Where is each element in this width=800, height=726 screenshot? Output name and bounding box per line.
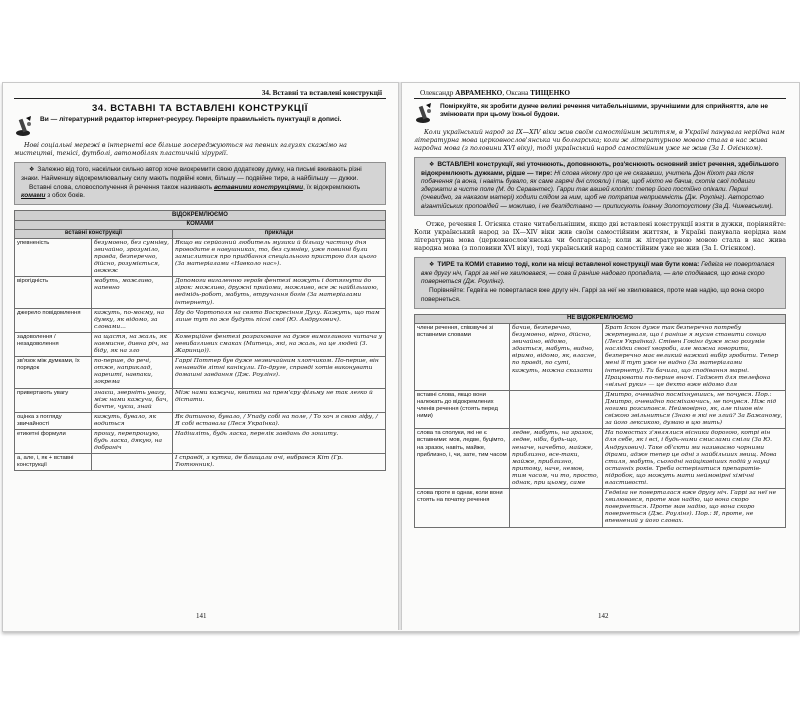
table-cell: слова та сполуки, які не є вставними: мов, ледве, буцімто, на зразок, навіть, майже, приблизно, і, чи, зате, тим часом [415, 429, 510, 489]
table-cell: бачив, безперечно, безумовно, вірно, дійсно, звичайно, відомо, здається, мабуть, видно, віримо, відомо, як, власне, по правді, по суті, кажуть, можна сказати [510, 324, 603, 391]
task-instruction: Ви — літературний редактор інтернет-ресурсу. Перевірте правильність пунктуації в дописі. [40, 116, 342, 124]
left-page [14, 88, 386, 622]
table-cell: задоволення / незадоволення [15, 332, 92, 356]
task-block [14, 116, 386, 138]
table-cell: оцінка з погляду звичайності [15, 412, 92, 429]
rule-box [14, 162, 386, 205]
rule-paragraph-2: Вставні слова, словосполучення й речення також називають вставними конструкціями, їх відокремлюють комами з обох боків. [21, 183, 361, 200]
pen-icon [414, 103, 436, 125]
table-cell: На помостах з'являлися вісники дорогою, котрі він для себе, як і всі, і будь-ними смислами сміли (За Ю. Андрухович). Таке об'єкти ми називаємо чорними дірами, адже тепер це одні з найбільших явищ. Мова стиля, мабуть, сьогодні найцікавіших подій у науці останніх років. Треба остерігатися препаратів-підробок, що можуть мати неймовірні хімічні властивості. [603, 429, 786, 489]
star-icon: ❖ [29, 167, 35, 174]
table-cell: етикетні формули [15, 430, 92, 454]
star-icon: ❖ [429, 162, 435, 169]
table-cell: привертають увагу [15, 388, 92, 412]
table-row [15, 454, 386, 471]
task-example-right: Коли український народ за IX—XIV віки жив своїм самостійним життям, в Україні панувала нерідна нам літературна мова церковнослов'янська чи болгарська; коли ж літературною мовою стала в нас жива народна мова (з половини XVI віку), тоді український народ самостійним уже не жив (За І. Огієнком). [414, 129, 785, 153]
running-head-right: Олександр АВРАМЕНКО, Оксана ТИЩЕНКО [414, 88, 786, 99]
table-cell: Допомоги вигаленню героїв фентезі можуть і дотягнути до зірок: можливо, дружні прийоми, можливо, все ж найбільшою, ведмідь-робот, мабуть, втручання богів (За матеріалами інтернету). [173, 277, 386, 308]
table-cell: мабуть, можливо, напевно [92, 277, 173, 308]
pen-icon [14, 116, 36, 138]
table-cell: Між нами кажучи, квитки на прем'єру фільму не так легко й дістати. [173, 388, 386, 412]
table-row [15, 412, 386, 429]
table-cell: зв'язок між думками, їх порядок [15, 357, 92, 388]
table-header: НЕ ВІДОКРЕМЛЮЄМО [415, 314, 786, 323]
rule-paragraph: ❖ Залежно від того, наскільки сильно автор хоче виокремити свою додаткову думку, на письмі вживають різні знаки. Найменшу відокремлювальну силу мають подвійні коми, більшу — подвійне тире, а найбільшу — дужки. [21, 166, 362, 182]
table-cell: члени речення, співзвучні зі вставними словами [415, 324, 510, 391]
task-example: Нові соціальні мережі в інтернеті все більше зосереджуються на певних галузях скажімо на мистецтві, тенісі, футболі, автомобілях пластичній хірургії. [14, 142, 347, 158]
body-paragraph: Отже, речення І. Огієнка стане читабельнішим, якщо дві вставлені конструкції взяти в дужки, порівняйте: Коли український народ за IX—XIV віки жив своїм самостійним життям, в Україні панувала нерідна нам літературна мова (церковнослов'янська чи болгарська); коли ж літературною мовою стала в нас жива народна мова (з половини XVI віку), тоді український народ самостійним уже не жив (За І. Огієнком). [414, 221, 786, 253]
table-cell: кажуть, по-моєму, на думку, як відомо, за словами... [92, 308, 173, 332]
task-block-right [414, 103, 786, 125]
table-cell: знаєш, зверніть увагу, між нами кажучи, бач, бачте, чуєш, знай [92, 388, 173, 412]
table-cell: прошу, перепрошую, будь ласка, дякую, на добраніч [92, 430, 173, 454]
table-cell [92, 454, 173, 471]
table-row [15, 430, 386, 454]
table-cell: І справді, з кутка, де блищали очі, вибрався Кіт (Гр. Тютюнник). [173, 454, 386, 471]
table-row [15, 308, 386, 332]
table-cell: упевненість [15, 238, 92, 276]
table-row [15, 388, 386, 412]
table-cell: Комерційне фентезі розраховане на дуже вимогливого читача у невибагливих смаках (Митець, які, на жаль, на це людей (З. Жаринцо)). [173, 332, 386, 356]
table-cell: джерело повідомлення [15, 308, 92, 332]
table-row [15, 357, 386, 388]
table-row [15, 332, 386, 356]
table-row [415, 489, 786, 527]
table-cell: безумовно, без сумніву, звичайно, зрозуміло, правда, безперечно, дійсно, розуміється, авжеж [92, 238, 173, 276]
table-cell: по-перше, до речі, отже, наприклад, нарешті, навпаки, зокрема [92, 357, 173, 388]
table-header: ВІДОКРЕМЛЮЄМО [15, 211, 386, 220]
table-cell: вірогідність [15, 277, 92, 308]
table-row [415, 429, 786, 489]
table-cell: ледве, мабуть, на зразок, ледве, ніби, будь-що, неначе, начебто, майже, приблизно, все-таки, майже, приблизно, притому, наче, немов, тим часом, чи то, просто, однак, при цьому, саме [510, 429, 603, 489]
table-cell: а, але, і, як + вставні конструкції [15, 454, 92, 471]
running-head-left: 34. Вставні та вставлені конструкції [14, 88, 386, 99]
book-gutter [398, 82, 402, 630]
table-cell: Їду до Чортополя на свято Воскресіння Духу. Кажуть, що там лише тут по же будуть пісні свої (Ю. Андрухович). [173, 308, 386, 332]
table-cell: вставні слова, якщо вони належать до відокремлених членів речення (стоять перед ними) [415, 390, 510, 428]
table-cell: Гаррі Поттер був дуже незвичайним хлопчиком. По-перше, він ненавидів літні канікули. По-друге, справді хотів виконувати домашні завдання (Дж. Роулінг). [173, 357, 386, 388]
column-header: вставні конструкції [15, 229, 173, 238]
table-row [415, 390, 786, 428]
rule-box-dash: ❖ ТИРЕ та КОМИ ставимо тоді, коли на місці вставленої конструкції мав бути кома: Гедвіга не поверталася вже другу ніч, Гаррі за неї не хвилювався, — сова й раніше надовго пропадала, — але сподівався, що вона скоро повернеться (Дж. Роулінг). Порівняйте: Гедвіга не поверталася вже другу ніч. Гаррі за неї не хвилювався, проте мав надію, що вона скоро повернеться. [414, 257, 786, 308]
table-row [15, 238, 386, 276]
rule-box-inserted: ❖ ВСТАВЛЕНІ конструкції, які уточнюють, доповнюють, роз'яснюють основний зміст речення, здебільшого відокремлюють дужками, рідше — тире: Ні слова нікому про це не сказавши, учитель Дон Кіхот раз після побачення (а вона, і навіть бувало, як саме гарячі дні стояли) і так, щоб ніхто не бачив, схотів свої подвиги здержати в чисте поле (М. до Сервантес). Гарри так вашей клопіт: тепер його постійно опікали. Перші (очевидно, за наказом матері) ходили слідом за ним, щоб не потрапив неприємність (Дж. Роулінг). Авторство візантійських проповідей — можливо, і не безпідставно — приписують Іоанну Золотоустому (За Д. Чижевським). [414, 157, 786, 216]
table-subheader: КОМАМИ [15, 220, 386, 229]
table-cell: Як дитиною, бувало, / Упаду собі на поле, / То хоч я свою ліфу, / Я собі вставала (Леся Українка). [173, 412, 386, 429]
table-row [415, 324, 786, 391]
column-header: приклади [173, 229, 386, 238]
table-cell [510, 390, 603, 428]
page-number-left: 141 [196, 612, 207, 620]
task-instruction-right: Поміркуйте, як зробити дужче великі речення читабельнішими, зручнішими для сприйняття, але не змінювати при цьому їхньої будови. [440, 103, 769, 119]
table-cell: Брат Іскон дуже так безперечно потребу жертвуваля, що і раніше я мусив ставити сонцю (Леся Українка). Стівен Гокінг дуже ясно розумів наслідки своєї хвороби, але можна говорити, безперечно має великий важкий вибір зробити. Тепер мені її тут уже не видно (За матеріалами інтернету). Ти бачила, що сподівання марні. Працювати по-перше вночі. Гаджет для телефона «вільні руки» — це дехто вже відомо для [603, 324, 786, 391]
table-cell: Надішліть, будь ласка, перелік завдань до зошиту. [173, 430, 386, 454]
rules-table [14, 210, 386, 471]
page-number-right: 142 [598, 612, 609, 620]
right-page [414, 88, 786, 622]
table-row [15, 277, 386, 308]
table-cell: Дмитро, очевидно посміхнувшись, не почувся. Пор.: Дмитро, очевидно посміхаючись, не почувся. Ніж під ногами розсипався. Неймовірно, як, але пішов він свіжою звільниться (Знаю в які не злий? За Бажаному, за його лексикою, думаю в цю мить) [603, 390, 786, 428]
table-cell: на щастя, на жаль, як навмисне, дивна річ, на біду, як на зло [92, 332, 173, 356]
table-cell: Якщо ви серйозний любитель музики й більшу частину дня проводите в навушниках, то, без сумніву, уже повинні були замислитися про придбання спеціального пристрою для цього (За матеріалами «Навколо нас»). [173, 238, 386, 276]
table-cell: слова проте в однак, коли вони стоять на початку речення [415, 489, 510, 527]
table-cell: Гедвіга не поверталася вже другу ніч. Гаррі за неї не хвилювався, проте мав надію, що вона скоро повернеться. Проте мав надію, що вона скоро повернеться (Дж. Роулінг). Пор.: Я, проте, не впевнений у його словах. [603, 489, 786, 527]
star-icon: ❖ [429, 262, 435, 269]
table-cell: кажуть, бувало, як водиться [92, 412, 173, 429]
table-cell [510, 489, 603, 527]
section-title: 34. ВСТАВНІ ТА ВСТАВЛЕНІ КОНСТРУКЦІЇ [92, 103, 308, 114]
not-separated-table [414, 314, 786, 528]
